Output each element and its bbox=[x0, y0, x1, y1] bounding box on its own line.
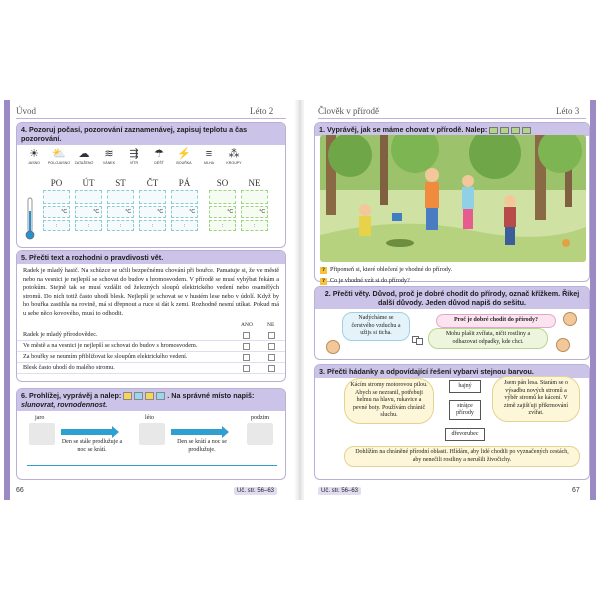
child-avatar bbox=[326, 340, 340, 354]
day-column: NE °C : bbox=[241, 178, 268, 231]
time-field[interactable]: : bbox=[171, 220, 198, 231]
task-1-title: 1. Vyprávěj, jak se máme chovat v přírodě. Nalep: bbox=[315, 123, 589, 136]
arrow-icon bbox=[61, 429, 113, 435]
right-page bbox=[304, 100, 596, 500]
statement-row: Za bouřky se neumím přibližovat ke sloupům elektrického vedení. bbox=[17, 352, 285, 363]
storm-icon: ⚡ bbox=[177, 148, 191, 160]
forest-scene-illustration bbox=[320, 135, 586, 262]
yes-checkbox[interactable] bbox=[243, 354, 250, 361]
sun-sticker-icon bbox=[123, 392, 132, 400]
wind-icon: ≋ bbox=[104, 148, 114, 160]
riddle-gamekeeper: Jsem pán lesa. Starám se o výsadbu nových stromů a výběr stromů ke kácení. V zimě zajišťuji přikrmování zvířat. bbox=[492, 376, 580, 422]
no-column-label: NE bbox=[267, 321, 275, 328]
temperature-field[interactable]: °C bbox=[107, 206, 134, 218]
rain-icon: ☂ bbox=[154, 148, 164, 160]
weather-sticker-slot[interactable] bbox=[171, 190, 198, 204]
sticker-icon bbox=[511, 127, 520, 134]
right-header-chapter: Člověk v přírodě bbox=[318, 106, 379, 116]
temperature-field[interactable]: °C bbox=[139, 206, 166, 218]
child-avatar bbox=[563, 312, 577, 326]
day-column: PO °C : bbox=[43, 178, 70, 231]
weather-sticker-slot[interactable] bbox=[139, 190, 166, 204]
reason-checkbox[interactable] bbox=[416, 338, 423, 345]
no-checkbox[interactable] bbox=[268, 354, 275, 361]
right-header-season: Léto 3 bbox=[556, 106, 580, 116]
no-checkbox[interactable] bbox=[268, 343, 275, 350]
weather-sticker-slot[interactable] bbox=[241, 190, 268, 204]
question-icon: ? bbox=[320, 267, 327, 274]
right-page-edge bbox=[590, 100, 596, 500]
partly-cloudy-icon: ⛅ bbox=[52, 148, 66, 160]
day-column: ČT °C : bbox=[139, 178, 166, 231]
answer-header bbox=[17, 322, 285, 330]
task-3-title: 3. Přečti hádanky a odpovídající řešení vybarvi stejnou barvou. bbox=[315, 365, 589, 378]
sticker-icon bbox=[500, 127, 509, 134]
time-field[interactable]: : bbox=[139, 220, 166, 231]
task-2-title: 2. Přečti věty. Důvod, proč je dobré chodit do přírody, označ křížkem. Řikej další důvody. Jeden důvod napiš do sešitu. bbox=[315, 287, 589, 309]
sticker-slot-spring[interactable] bbox=[29, 423, 55, 445]
left-header-rule bbox=[16, 118, 286, 119]
sun-icon: ☀ bbox=[29, 148, 39, 160]
statement-row: Radek je mladý přírodovědec. bbox=[17, 330, 285, 341]
strong-wind-icon: ⇶ bbox=[129, 148, 139, 160]
speech-bubble-harm: Mohu plašit zvířata, ničit rostliny a odhazovat odpadky, kde chci. bbox=[428, 328, 548, 349]
time-field[interactable]: : bbox=[43, 220, 70, 231]
weather-sticker-slot[interactable] bbox=[75, 190, 102, 204]
no-checkbox[interactable] bbox=[268, 365, 275, 372]
statement-row: Ve městě a na vesnici je nejlepší se schovat do budov s hromosvodem. bbox=[17, 341, 285, 352]
answer-ranger[interactable]: stráţce přírody bbox=[449, 400, 481, 420]
weather-fog: ≡ MLHA bbox=[198, 148, 220, 165]
temperature-field[interactable]: °C bbox=[75, 206, 102, 218]
sticker-icon bbox=[489, 127, 498, 134]
task-6-seasons bbox=[16, 388, 286, 480]
answer-lumberjack[interactable]: dřevorubec bbox=[445, 428, 485, 441]
season-summer-label: léto bbox=[145, 415, 154, 422]
sky-sticker-icon bbox=[156, 392, 165, 400]
weather-icon-row bbox=[17, 145, 285, 165]
yes-column-label: ANO bbox=[241, 321, 253, 328]
caption-days-shorter: Den se krátí a noc se prodlužuje. bbox=[177, 439, 227, 453]
yes-checkbox[interactable] bbox=[243, 365, 250, 372]
sticker-slot-autumn[interactable] bbox=[247, 423, 273, 445]
answer-gamekeeper[interactable]: hajný bbox=[449, 380, 481, 393]
hail-icon: ⁂ bbox=[228, 148, 240, 160]
arrow-icon bbox=[171, 429, 223, 435]
weather-rain: ☂ DÉŠŤ bbox=[148, 148, 170, 165]
task-4-title: 4. Pozoruj počasí, pozorování zaznamenávej, zapisuj teplotu a čas pozorování. bbox=[17, 123, 285, 145]
weather-wind: ⇶ VÍTR bbox=[123, 148, 145, 165]
season-timeline bbox=[17, 411, 285, 480]
day-column: SO °C : bbox=[209, 178, 236, 231]
page-number: 66 bbox=[16, 487, 24, 494]
fog-icon: ≡ bbox=[205, 148, 213, 160]
time-field[interactable]: : bbox=[107, 220, 134, 231]
sticker-slot-summer[interactable] bbox=[139, 423, 165, 445]
textbook-reference: Uč. str. 56–63 bbox=[318, 487, 361, 495]
weather-partly-cloudy: ⛅ POLOJASNO bbox=[48, 148, 70, 165]
temperature-field[interactable]: °C bbox=[171, 206, 198, 218]
weather-sticker-slot[interactable] bbox=[209, 190, 236, 204]
question-icon: ? bbox=[320, 278, 327, 285]
temperature-field[interactable]: °C bbox=[209, 206, 236, 218]
weather-sun: ☀ JASNO bbox=[23, 148, 45, 165]
sun-sticker-icon bbox=[145, 392, 154, 400]
temperature-field[interactable]: °C bbox=[241, 206, 268, 218]
child-avatar bbox=[556, 338, 570, 352]
weather-cloudy: ☁ ZATAŽENO bbox=[74, 148, 94, 165]
day-column: PÁ °C : bbox=[171, 178, 198, 231]
task-5-reading bbox=[16, 250, 286, 382]
left-header-season: Léto 2 bbox=[250, 106, 274, 116]
left-page bbox=[4, 100, 296, 500]
weather-storm: ⚡ BOUŘKA bbox=[173, 148, 195, 165]
statement-row: Blesk často uhodí do malého stromu. bbox=[17, 363, 285, 374]
riddle-lumberjack: Kácím stromy motorovou pilou. Abych se nezranil, potřebuji helmu na hlavu, rukavice a pevné boty. Používám chránič sluchu. bbox=[344, 378, 434, 424]
sky-sticker-icon bbox=[134, 392, 143, 400]
yes-checkbox[interactable] bbox=[243, 332, 250, 339]
sticker-icon bbox=[522, 127, 531, 134]
thermometer-icon bbox=[25, 197, 35, 241]
time-field[interactable]: : bbox=[75, 220, 102, 231]
page-number: 67 bbox=[572, 487, 580, 494]
weekday-grid bbox=[43, 178, 268, 231]
task-4-weather bbox=[16, 122, 286, 248]
caption-days-longer: Den se stále prodlužuje a noc se krátí. bbox=[61, 439, 123, 453]
riddle-ranger: Dohlížím na chráněné přírodní oblasti. Hlídám, aby lidé chodili po vyznačených cestách, aby nenečili rostliny a nerušili živočichy. bbox=[344, 446, 580, 467]
weather-sticker-slot[interactable] bbox=[107, 190, 134, 204]
season-spring-label: jaro bbox=[35, 415, 45, 422]
time-field[interactable]: : bbox=[241, 220, 268, 231]
day-column: ÚT °C : bbox=[75, 178, 102, 231]
writing-line[interactable] bbox=[27, 465, 277, 466]
temperature-field[interactable]: °C bbox=[43, 206, 70, 218]
storm-safety-text: Radek je mladý hasič. Na schůzce se učili bezpečnému chování při bouřce. Pamatuje si, že ve městě nebo na vesnici je nejlepší se schovat do budov s hromosvodem. V přírodě se musí vyhýbat řekám a potokům. Stejně tak se musí vzdálit od železných sloupů elektrického vedení nebo osamělých stromů. Do nich totiž často uhodí blesk. Nejlepší je schovat se v hustém lese nebo v údolí. Když by ho bouřka zastihla na rovině, má si dřepnout a ruce si dát k zemi. Rozhodně nesmí utíkat. Pokud má u sebe něco kovového, musí to odhodit. bbox=[23, 267, 279, 317]
task-6-title: 6. Prohlížej, vyprávěj a nalep: . Na správné místo napiš: slunovrat, rovnodennost. bbox=[17, 389, 285, 411]
time-field[interactable]: : bbox=[209, 220, 236, 231]
weather-breeze: ≋ VÁNEK bbox=[98, 148, 120, 165]
left-page-edge bbox=[4, 100, 10, 500]
weather-sticker-slot[interactable] bbox=[43, 190, 70, 204]
textbook-reference: Uč. str. 56–63 bbox=[234, 487, 277, 495]
question-equipment: ? Co je vhodné vzít si do přírody? bbox=[320, 277, 410, 285]
question-clothing: ? Připomeň si, které oblečení je vhodné do přírody. bbox=[320, 266, 452, 274]
season-autumn-label: podzim bbox=[251, 415, 269, 422]
yes-checkbox[interactable] bbox=[243, 343, 250, 350]
right-header-rule bbox=[318, 118, 586, 119]
workbook-spread bbox=[4, 100, 596, 500]
cloud-icon: ☁ bbox=[78, 148, 90, 160]
speech-bubble-question: Proč je dobré chodit do přírody? bbox=[436, 314, 556, 328]
weather-hail: ⁂ KROUPY bbox=[223, 148, 245, 165]
task-5-title: 5. Přečti text a rozhodni o pravdivosti vět. bbox=[17, 251, 285, 264]
day-column: ST °C : bbox=[107, 178, 134, 231]
no-checkbox[interactable] bbox=[268, 332, 275, 339]
speech-bubble-fresh-air: Nadýcháme se čerstvého vzduchu a užijs si ticha. bbox=[342, 312, 410, 341]
left-header-chapter: Úvod bbox=[16, 106, 36, 116]
